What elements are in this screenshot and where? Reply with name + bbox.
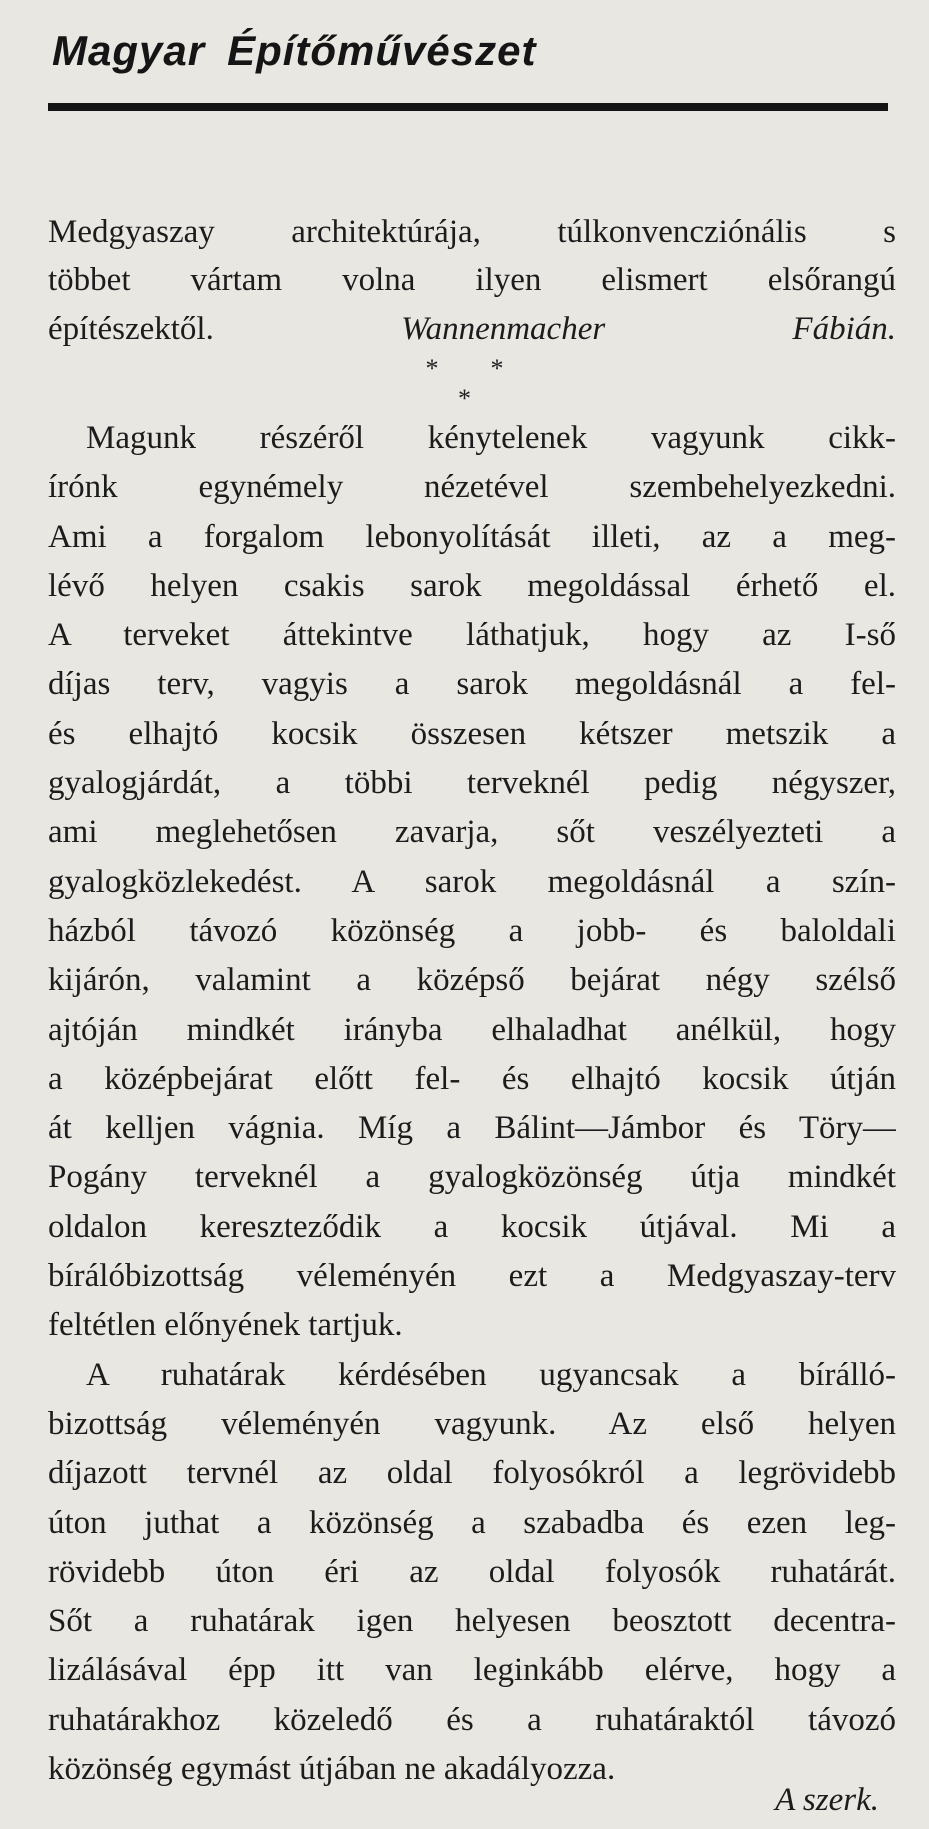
paragraph-line: lévő helyen csakis sarok megoldással érhető el.	[48, 567, 896, 604]
paragraph-line: gyalogközlekedést. A sarok megoldásnál a szín-	[48, 863, 896, 900]
journal-title-word-2: Építőművészet	[227, 27, 537, 74]
paragraph-line: gyalogjárdát, a többi terveknél pedig négyszer,	[48, 765, 896, 802]
paragraph-line: bírálóbizottság véleményén ezt a Medgyaszay-terv	[48, 1258, 896, 1295]
paragraph-line: írónk egynémely nézetével szembehelyezkedni.	[48, 469, 896, 506]
paragraph-line: A ruhatárak kérdésében ugyancsak a bírálló-	[86, 1356, 896, 1393]
paragraph-line: feltétlen előnyének tartjuk.	[48, 1307, 403, 1344]
paragraph-line: A terveket áttekintve láthatjuk, hogy az I-ső	[48, 617, 896, 654]
paragraph-line: közönség egymást útjában ne akadályozza.	[48, 1751, 616, 1788]
letter-line: építészektől.	[48, 310, 214, 347]
page-header	[52, 27, 882, 74]
paragraph-line: rövidebb úton éri az oldal folyosók ruhatárát.	[48, 1553, 896, 1590]
paragraph-line: és elhajtó kocsik összesen kétszer metszik a	[48, 715, 896, 752]
paragraph-line: Ami a forgalom lebonyolítását illeti, az a meg-	[48, 518, 896, 555]
paragraph-line: úton juthat a közönség a szabadba és ezen leg-	[48, 1504, 896, 1541]
paragraph-line: ruhatárakhoz közeledő és a ruhatáraktól távozó	[48, 1701, 896, 1738]
paragraph-line: kijárón, valamint a középső bejárat négy szélső	[48, 962, 896, 999]
letter-last-line	[48, 305, 896, 353]
paragraph-line: ami meglehetősen zavarja, sőt veszélyezteti a	[48, 814, 896, 851]
letter-line: többet vártam volna ilyen elismert elsőrangú	[48, 262, 896, 299]
paragraph-line: Magunk részéről kénytelenek vagyunk cikk-	[86, 420, 896, 456]
paragraph-line: bizottság véleményén vagyunk. Az első helyen	[48, 1405, 896, 1442]
section-separator	[0, 356, 929, 382]
letter-line: Medgyaszay architektúrája, túlkonvencziónális s	[48, 214, 896, 250]
paragraph-line: a középbejárat előtt fel- és elhajtó kocsik útján	[48, 1060, 896, 1097]
paragraph-line: át kelljen vágnia. Míg a Bálint—Jámbor és Töry—	[48, 1110, 896, 1147]
paragraph-line: Pogány terveknél a gyalogközönség útja mindkét	[48, 1159, 896, 1196]
section-separator-bottom	[0, 386, 929, 412]
journal-title-word-1: Magyar	[52, 27, 206, 74]
editorial-response	[48, 414, 896, 1794]
paragraph-line: ajtóján mindkét irányba elhaladhat anélkül, hogy	[48, 1011, 896, 1048]
separator-star: *	[458, 384, 471, 413]
letter-ending	[48, 208, 896, 353]
letter-signature: Wannenmacher Fábián.	[401, 310, 896, 347]
separator-star: *	[425, 354, 439, 383]
header-rule	[48, 103, 888, 111]
paragraph-line: oldalon kereszteződik a kocsik útjával. Mi a	[48, 1208, 896, 1245]
journal-title	[52, 27, 882, 74]
editor-signature: A szerk.	[775, 1782, 879, 1818]
paragraph-line: díjas terv, vagyis a sarok megoldásnál a fel-	[48, 666, 896, 703]
paragraph-line: díjazott tervnél az oldal folyosókról a legrövidebb	[48, 1455, 896, 1492]
paragraph-line: házból távozó közönség a jobb- és baloldali	[48, 912, 896, 949]
paragraph-line: Sőt a ruhatárak igen helyesen beosztott decentra-	[48, 1603, 896, 1640]
separator-star: *	[490, 354, 504, 383]
paragraph-line: lizálásával épp itt van leginkább elérve, hogy a	[48, 1652, 896, 1689]
